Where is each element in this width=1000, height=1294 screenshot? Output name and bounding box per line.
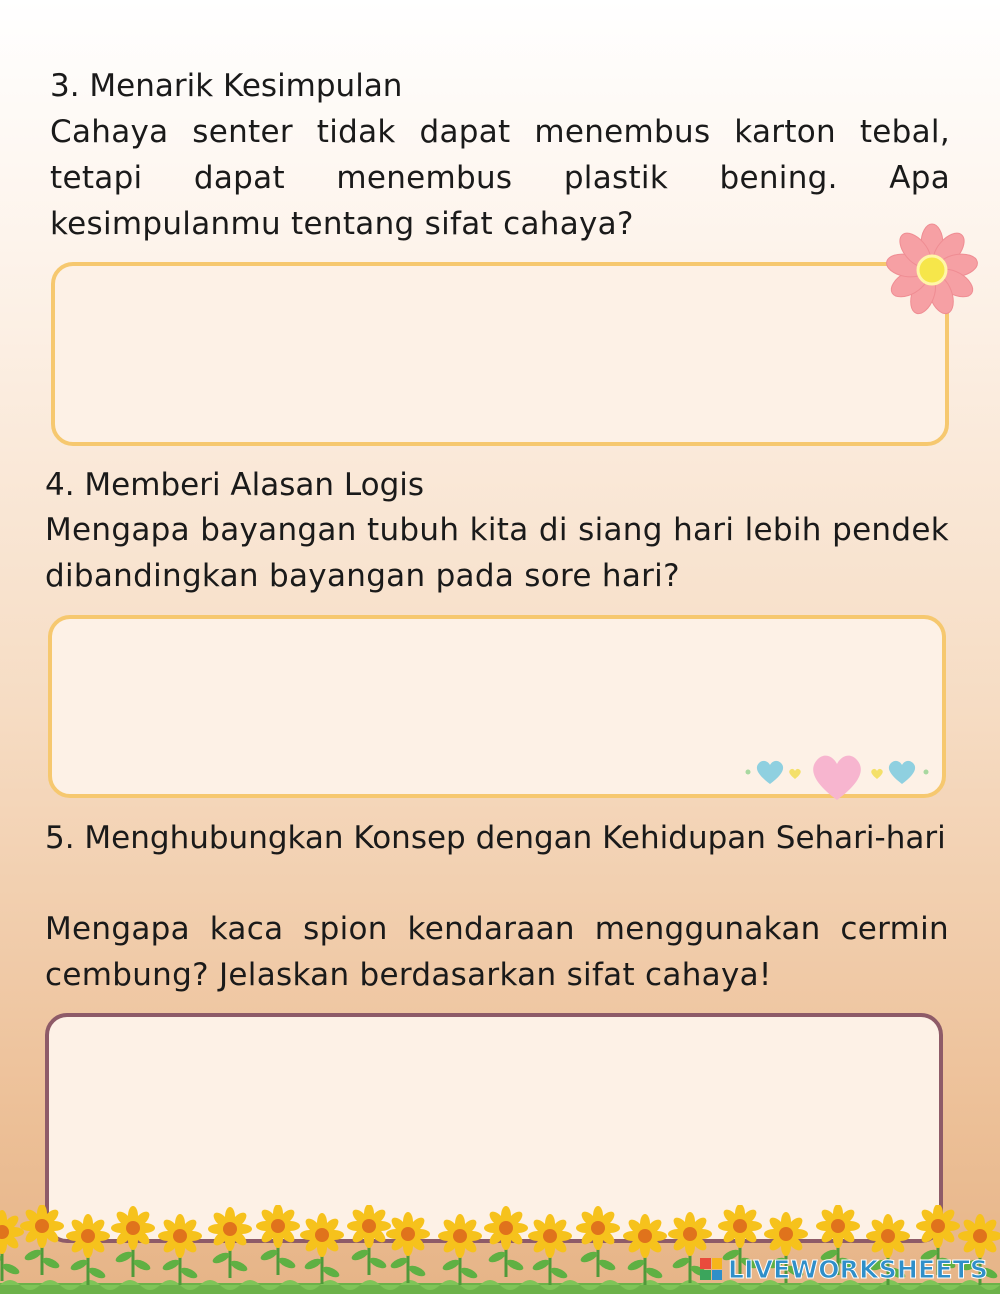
liveworksheets-logo-icon	[700, 1258, 722, 1280]
liveworksheets-brand[interactable]	[700, 1253, 990, 1285]
hearts-icon	[740, 742, 940, 802]
question-4-text: Mengapa bayangan tubuh kita di siang hari lebih pendek dibandingkan bayangan pada sore hari?	[45, 512, 949, 594]
flower-icon	[884, 222, 980, 318]
question-3-text: Cahaya senter tidak dapat menembus karton tebal, tetapi dapat menembus plastik bening. Apa kesimpulanmu tentang sifat cahaya?	[50, 114, 950, 242]
answer-box-3[interactable]	[51, 262, 949, 446]
question-4-title: 4. Memberi Alasan Logis	[45, 467, 425, 503]
liveworksheets-label: LIVEWORKSHEETS	[728, 1254, 989, 1284]
question-3-title: 3. Menarik Kesimpulan	[50, 68, 403, 104]
question-5-title: 5. Menghubungkan Konsep dengan Kehidupan Sehari-hari	[45, 820, 946, 856]
question-5-text: Mengapa kaca spion kendaraan menggunakan cermin cembung? Jelaskan berdasarkan sifat cahaya!	[45, 911, 949, 993]
